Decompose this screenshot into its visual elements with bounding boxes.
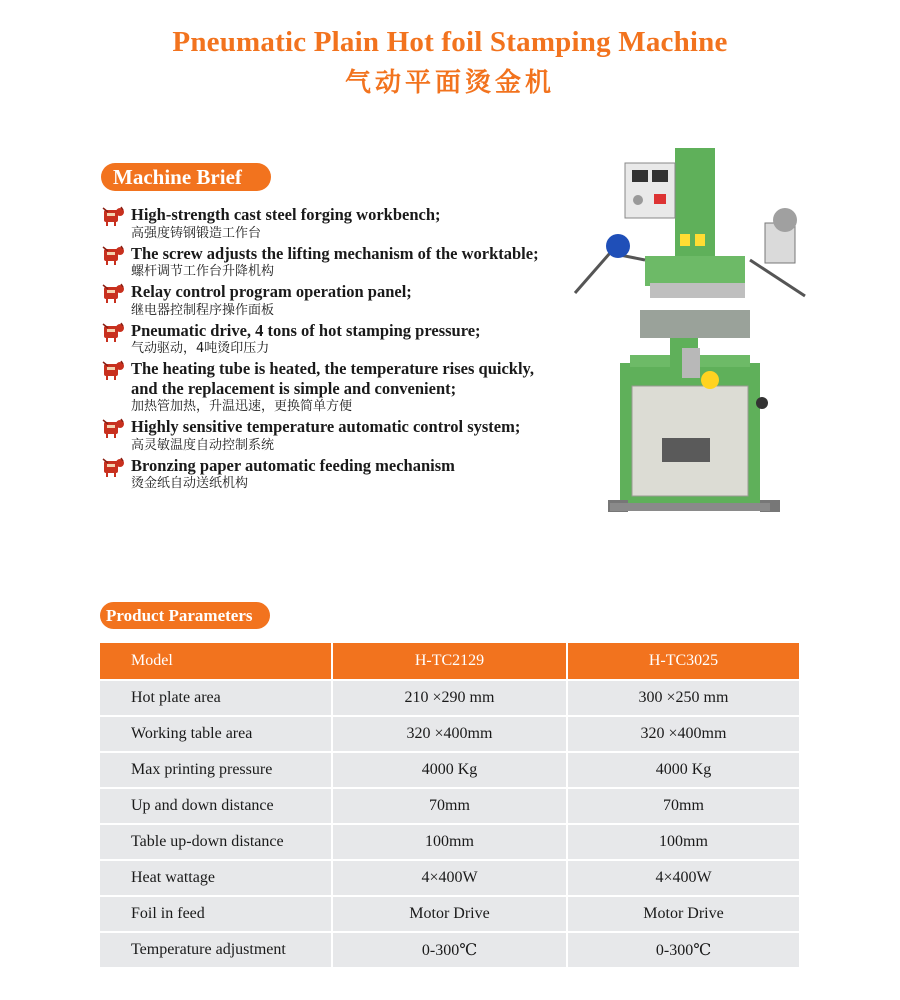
- value-h-tc3025: 70mm: [568, 789, 799, 823]
- red-ox-icon: [101, 359, 127, 381]
- feature-list: [101, 205, 581, 494]
- feature-item: [101, 282, 581, 320]
- value-h-tc2129: 4000 Kg: [333, 753, 566, 787]
- parameters-table: [100, 643, 799, 969]
- row-label: Working table area: [100, 717, 331, 751]
- header-cell-h-tc2129: H-TC2129: [333, 643, 566, 679]
- feature-text-en-line2: and the replacement is simple and convenient;: [131, 378, 457, 398]
- table-row: [100, 933, 799, 967]
- table-row: [100, 861, 799, 895]
- value-h-tc3025: 300 ×250 mm: [568, 681, 799, 715]
- feature-text-en: Bronzing paper automatic feeding mechanism: [131, 455, 455, 475]
- feature-text-en: Highly sensitive temperature automatic control system;: [131, 417, 521, 436]
- table-row: [100, 897, 799, 931]
- feature-item: [101, 417, 581, 455]
- red-ox-icon: [101, 321, 127, 343]
- value-h-tc3025: 4000 Kg: [568, 753, 799, 787]
- row-label: Foil in feed: [100, 897, 331, 931]
- feature-item: [101, 244, 581, 282]
- value-h-tc3025: 320 ×400mm: [568, 717, 799, 751]
- page-title: Pneumatic Plain Hot foil Stamping Machine: [172, 26, 728, 58]
- value-h-tc2129: 4×400W: [333, 861, 566, 895]
- product-parameters-label: Product Parameters: [100, 602, 270, 629]
- red-ox-icon: [101, 244, 127, 266]
- value-h-tc2129: 100mm: [333, 825, 566, 859]
- feature-text-zh: 高强度铸钢锻造工作台: [131, 225, 262, 241]
- row-label: Heat wattage: [100, 861, 331, 895]
- value-h-tc2129: Motor Drive: [333, 897, 566, 931]
- header-cell-h-tc3025: H-TC3025: [568, 643, 799, 679]
- red-ox-icon: [101, 456, 127, 478]
- value-h-tc3025: 4×400W: [568, 861, 799, 895]
- red-ox-icon: [101, 205, 127, 227]
- row-label: Temperature adjustment: [100, 933, 331, 967]
- feature-text-en: The heating tube is heated, the temperature rises quickly,: [131, 359, 535, 378]
- value-h-tc3025: Motor Drive: [568, 897, 799, 931]
- table-row: [100, 753, 799, 787]
- value-h-tc2129: 0-300℃: [333, 933, 566, 967]
- feature-text-zh: 继电器控制程序操作面板: [131, 302, 275, 318]
- feature-text-en: High-strength cast steel forging workbench;: [131, 205, 441, 224]
- row-label: Max printing pressure: [100, 753, 331, 787]
- feature-text-zh: 螺杆调节工作台升降机构: [131, 264, 275, 279]
- header-cell-model: Model: [100, 643, 331, 679]
- red-ox-icon: [101, 417, 127, 439]
- feature-item: [101, 359, 581, 416]
- feature-item: [101, 321, 581, 359]
- value-h-tc3025: 0-300℃: [568, 933, 799, 967]
- feature-text-zh: 高灵敏温度自动控制系统: [131, 437, 275, 453]
- table-row: [100, 825, 799, 859]
- feature-text-zh: 烫金纸自动送纸机构: [131, 476, 249, 491]
- page-title-chinese: 气动平面烫金机: [344, 68, 555, 98]
- row-label: Table up-down distance: [100, 825, 331, 859]
- hot-stamping-machine-photo: [570, 148, 810, 533]
- row-label: Up and down distance: [100, 789, 331, 823]
- machine-brief-label: Machine Brief: [101, 163, 271, 191]
- feature-text-en: Relay control program operation panel;: [131, 282, 412, 301]
- table-row: [100, 717, 799, 751]
- value-h-tc2129: 70mm: [333, 789, 566, 823]
- feature-text-zh: 气动驱动，4吨烫印压力: [131, 341, 270, 356]
- feature-text-zh: 加热管加热，升温迅速，更换简单方便: [131, 399, 353, 414]
- row-label: Hot plate area: [100, 681, 331, 715]
- table-row: [100, 681, 799, 715]
- feature-text-en: Pneumatic drive, 4 tons of hot stamping pressure;: [131, 320, 481, 340]
- table-header-row: [100, 643, 799, 679]
- table-row: [100, 789, 799, 823]
- feature-item: [101, 456, 581, 494]
- value-h-tc2129: 210 ×290 mm: [333, 681, 566, 715]
- feature-item: [101, 205, 581, 243]
- value-h-tc3025: 100mm: [568, 825, 799, 859]
- feature-text-en: The screw adjusts the lifting mechanism of the worktable;: [131, 243, 539, 263]
- value-h-tc2129: 320 ×400mm: [333, 717, 566, 751]
- red-ox-icon: [101, 282, 127, 304]
